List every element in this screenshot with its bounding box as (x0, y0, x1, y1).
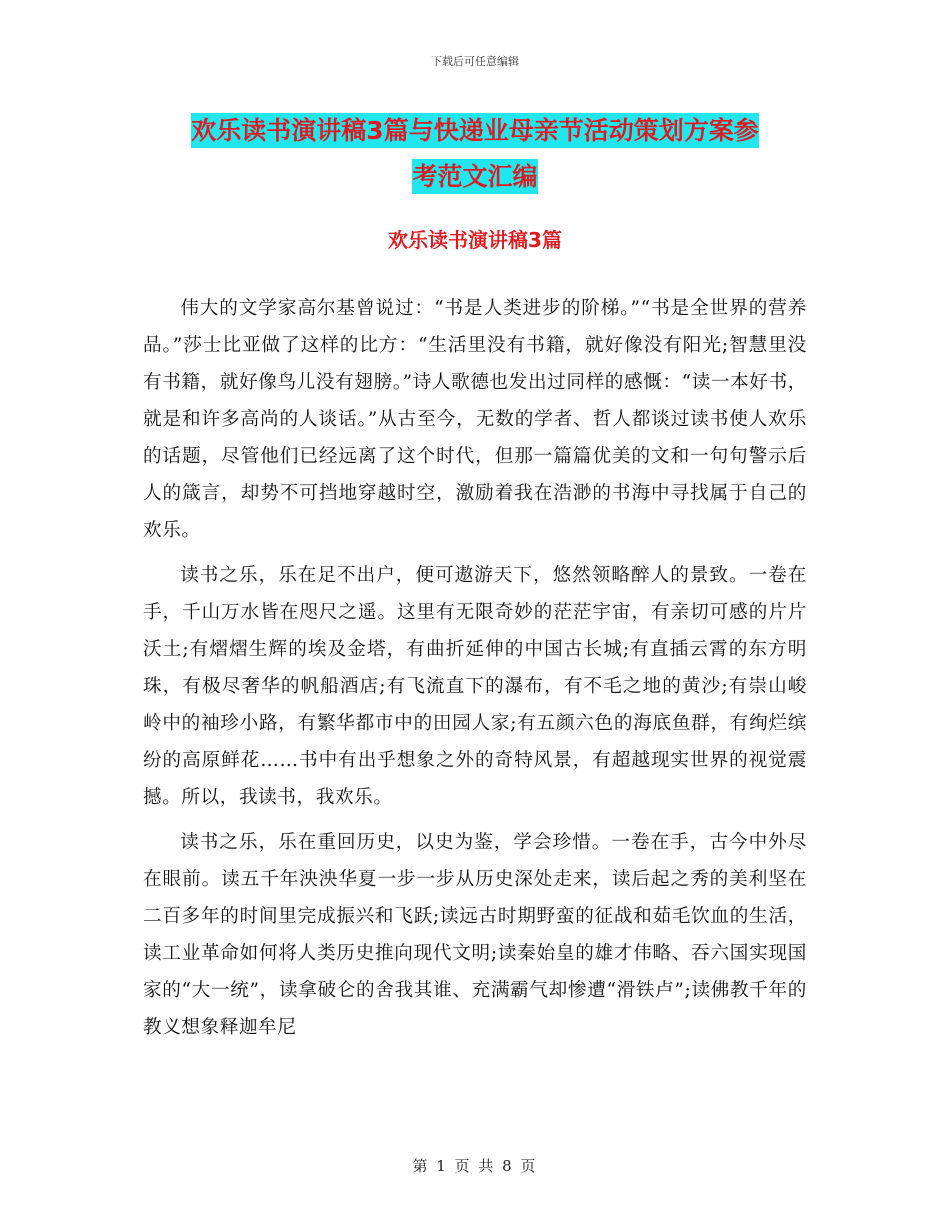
paragraph: 读书之乐，乐在重回历史，以史为鉴，学会珍惜。一卷在手，古今中外尽在眼前。读五千年泱泱华夏一步一步从历史深处走来，读后起之秀的美利坚在二百多年的时间里完成振兴和飞跃;读远古时期野蛮的征战和茹毛饮血的生活，读工业革命如何将人类历史推向现代文明;读秦始皇的雄才伟略、吞六国实现国家的“大一统”，读拿破仑的舍我其谁、充满霸气却惨遭“滑铁卢”;读佛教千年的教义想象释迦牟尼 (143, 832, 807, 1038)
page-number-footer: 第 1 页 共 8 页 (412, 1157, 538, 1175)
document-title-line-1: 欢乐读书演讲稿3篇与快递业母亲节活动策划方案参 (191, 113, 758, 148)
document-title-line-2: 考范文汇编 (412, 159, 537, 194)
document-title (140, 108, 810, 200)
section-title: 欢乐读书演讲稿3篇 (388, 228, 562, 252)
paragraph: 读书之乐，乐在足不出户，便可遨游天下，悠然领略醉人的景致。一卷在手，千山万水皆在咫尺之遥。这里有无限奇妙的茫茫宇宙，有亲切可感的片片沃土;有熠熠生辉的埃及金塔，有曲折延伸的中国古长城;有直插云霄的东方明珠，有极尽奢华的帆船酒店;有飞流直下的瀑布，有不毛之地的黄沙;有崇山峻岭中的袖珍小路，有繁华都市中的田园人家;有五颜六色的海底鱼群，有绚烂缤纷的高原鲜花……书中有出乎想象之外的奇特风景，有超越现实世界的视觉震撼。所以，我读书，我欢乐。 (143, 565, 807, 808)
paragraph: 伟大的文学家高尔基曾说过：“书是人类进步的阶梯。”“书是全世界的营养品。”莎士比亚做了这样的比方：“生活里没有书籍，就好像没有阳光;智慧里没有书籍，就好像鸟儿没有翅膀。”诗人歌德也发出过同样的感慨：“读一本好书，就是和许多高尚的人谈话。”从古至今，无数的学者、哲人都谈过读书使人欢乐的话题，尽管他们已经远离了这个时代，但那一篇篇优美的文和一句句警示后人的箴言，却势不可挡地穿越时空，激励着我在浩渺的书海中寻找属于自己的欢乐。 (143, 298, 807, 541)
header-note: 下载后可任意编辑 (431, 55, 519, 68)
document-body (143, 290, 807, 1054)
